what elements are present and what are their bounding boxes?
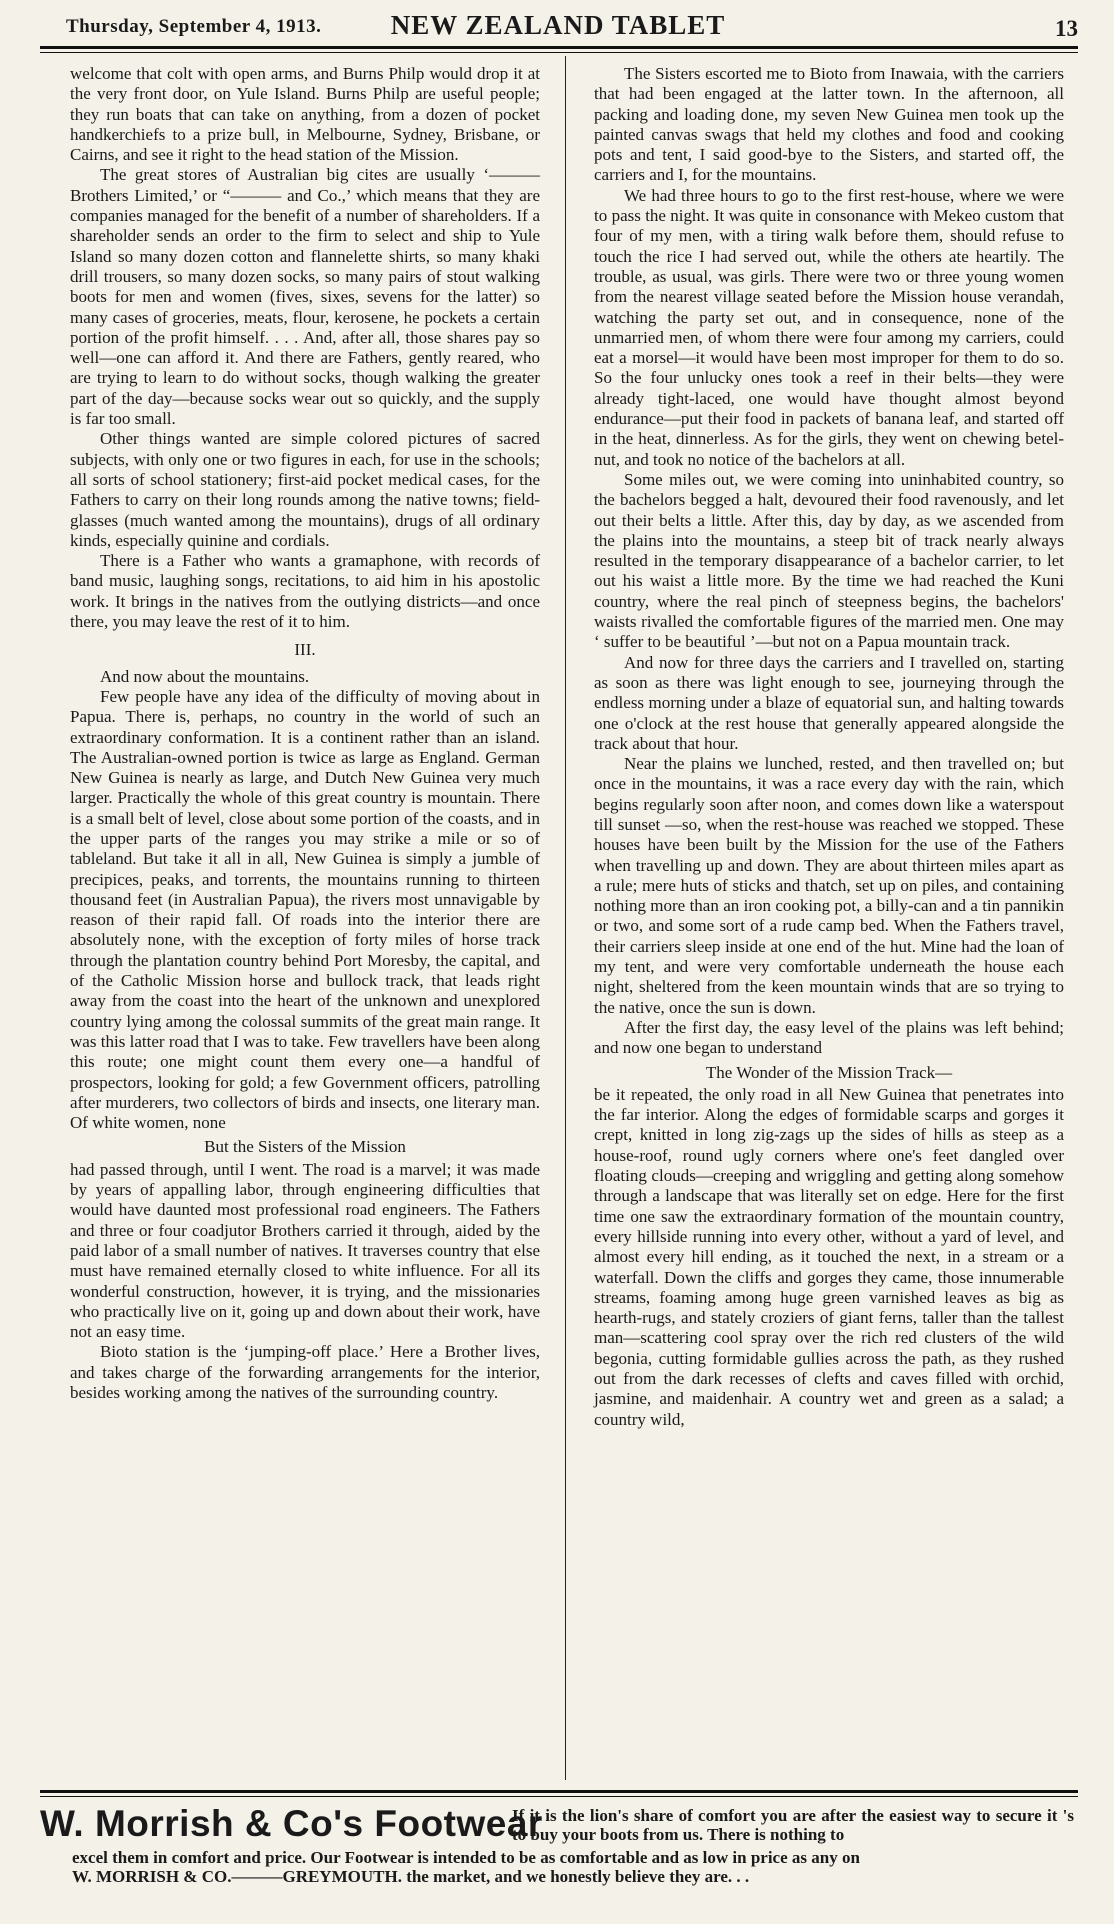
advertisement-brand: W. Morrish & Co's Footwear: [40, 1803, 543, 1844]
section-heading: III.: [294, 640, 316, 660]
paragraph: The Sisters escorted me to Bioto from Inawaia, with the carriers that had been engaged at the latter town. In the afternoon, all packing and loading done, my seven New Guinea men took up the painted canvas swags that held my clothes and food and cooking pots and tent, I said good-bye to the Sisters, and started off, the carriers and I, for the mountains.: [594, 64, 1064, 185]
advertisement-rule: [40, 1790, 1078, 1793]
paragraph: We had three hours to go to the first rest-house, where we were to pass the night. It was quite in consonance with Mekeo custom that four of my men, with a tiring walk before them, should refuse to touch the rice I had served out, while the others ate heartily. The trouble, as usual, was girls. There were two or three young women from the nearest village seated before the Mission house verandah, watching the party set out, and in consequence, none of the unmarried men, of whom there were four among my carriers, could eat a morsel—it would have been most improper for them to do so. So the four unlucky ones took a reef in their belts—they were already tight-laced, one would have thought almost beyond endurance—put their food in packets of banana leaf, and started off in the heat, dinnerless. As for the girls, they went on chewing betel-nut, and took no notice of the bachelors at all.: [594, 185, 1064, 469]
advertisement-line: W. MORRISH & CO.———GREYMOUTH. the market, and we honestly believe they are. . .: [72, 1867, 750, 1886]
header-rule: [40, 46, 1078, 49]
page-header: [38, 10, 1078, 44]
paragraph: be it repeated, the only road in all New Guinea that penetrates into the far interior. Along the edges of formidable scarps and gorges it crept, knitted in long zig-zags up the sides of hills as steep as a house-roof, round ugly corners where one's feet dangled over floating clouds—creeping and wriggling and getting along somehow through a landscape that was literally set on edge. Here for the first time one saw the extraordinary formation of the mountain country, every hillside running into every other, without a yard of level, and almost every hill ending, as it touched the next, in a stream or a waterfall. Down the cliffs and gorges they came, those innumerable streams, foaming among huge green varnished leaves as big as hearth-rugs, and stately croziers of giant ferns, taller than the tallest man—scattering cool spray over the rich red clusters of the wild begonia, cutting formidable gullies across the path, as they rushed out from the dark recesses of clefts and caves filled with orchid, jasmine, and maidenhair. A country wet and green as a salad; a country wild,: [594, 1084, 1064, 1429]
paragraph: The great stores of Australian big cites are usually ‘——— Brothers Limited,’ or “——— and Co.,’ which means that they are companies managed for the benefit of a number of shareholders. If a shareholder sends an order to the firm to select and ship to Yule Island so many dozen cotton and flannelette shirts, so many khaki drill trousers, so many dozen socks, so many pairs of stout walking boots for men and women (fives, sixes, sevens for the latter) so many cases of groceries, meats, flour, kerosene, he pockets a certain portion of the profit himself. . . . And, after all, those shares pay so well—one can afford it. And there are Fathers, gently reared, who are trying to learn to do without socks, though walking the greater part of the day—because socks wear out so quickly, and the supply is far too small.: [70, 165, 540, 429]
paragraph: Bioto station is the ‘jumping-off place.’ Here a Brother lives, and takes charge of the forwarding arrangements for the interior, besides working among the natives of the surrounding country.: [70, 1342, 540, 1402]
paragraph: Near the plains we lunched, rested, and then travelled on; but once in the mountains, it was a race every day with the rain, which begins regularly soon after noon, and comes down like a waterspout till sunset —so, when the rest-house was reached we stopped. These houses have been built by the Mission for the use of the Fathers when travelling up and down. They are about thirteen miles apart as a rule; mere huts of sticks and thatch, set up on piles, and containing nothing more than an iron cooking pot, a billy-can and a tin pannikin or two, and some sort of a rude camp bed. When the Fathers travel, their carriers sleep inside at one end of the hut. Mine had the loan of my tent, and were very comfortable underneath the house each night, sheltered from the keen mountain winds that are so trying to the native, once the sun is down.: [594, 754, 1064, 1017]
paragraph: There is a Father who wants a gramaphone, with records of band music, laughing songs, recitations, to aid him in his apostolic work. It brings in the natives from the outlying districts—and once there, you may leave the rest of it to him.: [70, 551, 540, 632]
header-rule-thin: [40, 52, 1078, 53]
advertisement-rule-thin: [40, 1796, 1078, 1797]
advertisement-body: [72, 1848, 1072, 1886]
paragraph: Some miles out, we were coming into uninhabited country, so the bachelors begged a halt, devoured their food ravenously, and let out their belts a little. After this, day by day, as we ascended from the plains into the mountains, a steep bit of track nearly always resulted in the temporary disappearance of a bachelor carrier, to let out his waist a little more. By the time we had reached the Kuni country, where the real pinch of steepness begins, the bachelors' waists rivalled the comfortable figures of the married men. One may ‘ suffer to be beautiful ’—but not on a Papua mountain track.: [594, 469, 1064, 652]
subheading: The Wonder of the Mission Track—: [705, 1062, 953, 1082]
advertisement-side-text: If it is the lion's share of comfort you are after the easiest way to secure it 's to buy your boots from us. There is nothing to: [512, 1806, 1074, 1844]
paragraph: After the first day, the easy level of the plains was left behind; and now one began to understand: [594, 1017, 1064, 1058]
paragraph: Other things wanted are simple colored pictures of sacred subjects, with only one or two figures in each, for use in the schools; all sorts of school stationery; first-aid pocket medical cases, for the Fathers to carry on their long rounds among the native towns; field-glasses (much wanted among the mountains), drugs of all ordinary kinds, especially quinine and cordials.: [70, 429, 540, 550]
paragraph: welcome that colt with open arms, and Burns Philp would drop it at the very front door, on Yule Island. Burns Philp are useful people; they run boats that can take on anything, from a dozen of pocket handkerchiefs to a prize bull, in Melbourne, Sydney, Brisbane, or Cairns, and see it right to the head station of the Mission.: [70, 64, 540, 165]
subheading: But the Sisters of the Mission: [204, 1137, 406, 1157]
left-column: [70, 64, 540, 1403]
column-divider: [565, 56, 566, 1780]
paragraph: Few people have any idea of the difficulty of moving about in Papua. There is, perhaps, no country in the world of such an extraordinary conformation. It is a continent rather than an island. The Australian-owned portion is twice as large as England. German New Guinea is nearly as large, and Dutch New Guinea very much larger. Practically the whole of this great country is mountain. There is a small belt of level, close about some portion of the coasts, and in the upper parts of the ranges you may strike a mile or so of tableland. But take it all in all, New Guinea is simply a jumble of precipices, peaks, and torrents, the mountains running to thirteen thousand feet (in Australian Papua), the rivers most unnavigable by reason of their rapid fall. Of roads into the interior there are absolutely none, with the exception of forty miles of horse track through the plantation country behind Port Moresby, the capital, and of the Catholic Mission horse and bullock track, that leads right away from the coast into the heart of the unknown and unexplored country lying among the colossal summits of the great main range. It was this latter road that I was to take. Few travellers have been along this route; one might count them every one—a handful of prospectors, looking for gold; a few Government officers, patrolling after murderers, two collectors of birds and insects, one literary man. Of white women, none: [70, 686, 540, 1133]
issue-date: Thursday, September 4, 1913.: [66, 16, 322, 37]
page-number: 13: [1055, 16, 1078, 41]
right-column: [594, 64, 1064, 1430]
publication-title: NEW ZEALAND TABLET: [390, 10, 726, 40]
paragraph: And now about the mountains.: [100, 666, 310, 686]
advertisement-line: excel them in comfort and price. Our Footwear is intended to be as comfortable and as low in price as any on: [72, 1848, 860, 1867]
paragraph: had passed through, until I went. The road is a marvel; it was made by years of appalling labor, through engineering difficulties that would have daunted most professional road engineers. The Fathers and three or four coadjutor Brothers carried it through, aided by the paid labor of a small number of natives. It traverses country that else must have remained eternally closed to white influence. For all its wonderful construction, however, it is trying, and the missionaries who practically live on it, going up and down about their work, have not an easy time.: [70, 1159, 540, 1342]
paragraph: And now for three days the carriers and I travelled on, starting as soon as there was light enough to see, journeying through the endless morning under a blaze of equatorial sun, and halting towards one o'clock at the rest house that generally appeared alongside the track about that hour.: [594, 652, 1064, 753]
